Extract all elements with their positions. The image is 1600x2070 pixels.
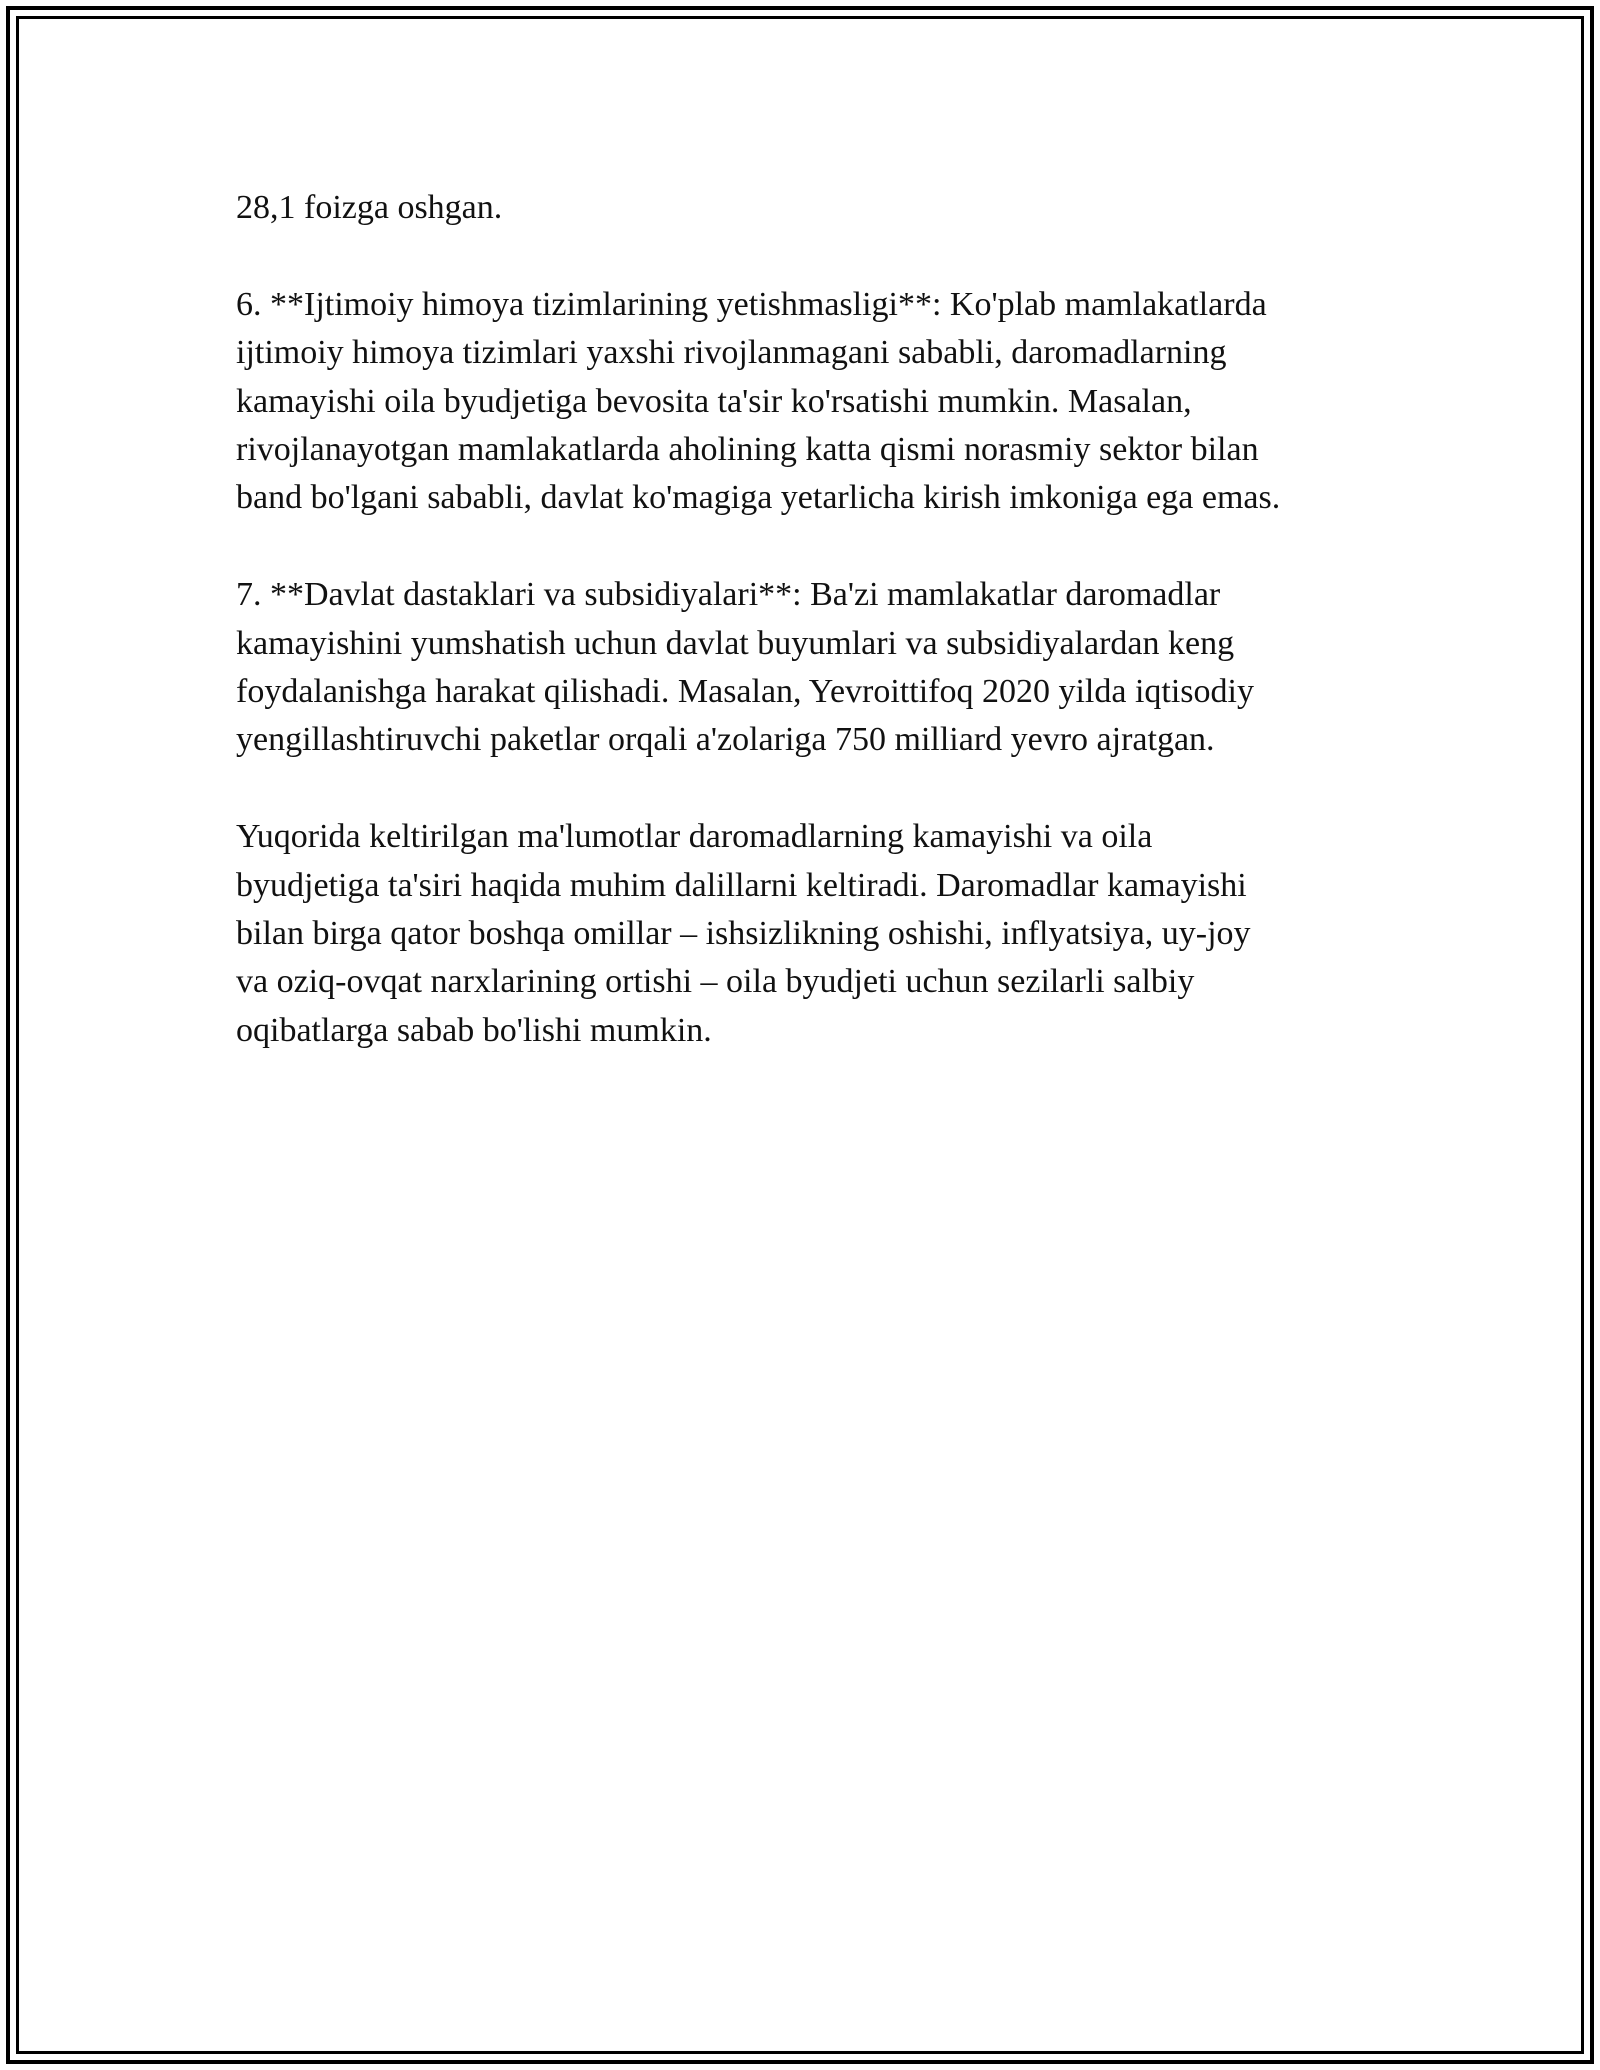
text-line: rivojlanayotgan mamlakatlarda aholining katta qismi norasmiy sektor bilan <box>236 431 1259 469</box>
text-line: yengillashtiruvchi paketlar orqali a'zolariga 750 milliard yevro ajratgan. <box>236 721 1215 759</box>
text-line: kamayishini yumshatish uchun davlat buyumlari va subsidiyalardan keng <box>236 624 1235 662</box>
text-line: 28,1 foizga oshgan. <box>236 189 503 226</box>
text-line: kamayishi oila byudjetiga bevosita ta'sir ko'rsatishi mumkin. Masalan, <box>236 382 1192 420</box>
text-line: va oziq-ovqat narxlarining ortishi – oila byudjeti uchun sezilarli salbiy <box>236 963 1195 1001</box>
document-body <box>236 184 1376 1055</box>
text-line: 7. **Davlat dastaklari va subsidiyalari**: Ba'zi mamlakatlar daromadlar <box>236 576 1221 614</box>
text-line: bilan birga qator boshqa omillar – ishsizlikning oshishi, inflyatsiya, uy-joy <box>236 915 1251 953</box>
paragraph-item-6 <box>236 281 1376 523</box>
text-line: byudjetiga ta'siri haqida muhim dalillarni keltiradi. Daromadlar kamayishi <box>236 866 1247 904</box>
text-line: band bo'lgani sababli, davlat ko'magiga yetarlicha kirish imkoniga ega emas. <box>236 479 1281 517</box>
text-line: 6. **Ijtimoiy himoya tizimlarining yetishmasligi**: Ko'plab mamlakatlarda <box>236 285 1267 323</box>
text-line: oqibatlarga sabab bo'lishi mumkin. <box>236 1011 712 1049</box>
paragraph-item-7 <box>236 571 1376 765</box>
paragraph-conclusion <box>236 813 1376 1055</box>
text-line: ijtimoiy himoya tizimlari yaxshi rivojlanmagani sababli, daromadlarning <box>236 334 1227 372</box>
text-line: Yuqorida keltirilgan ma'lumotlar daromadlarning kamayishi va oila <box>236 818 1153 856</box>
text-line: foydalanishga harakat qilishadi. Masalan, Yevroittifoq 2020 yilda iqtisodiy <box>236 673 1254 711</box>
paragraph-continuation <box>236 184 1376 232</box>
